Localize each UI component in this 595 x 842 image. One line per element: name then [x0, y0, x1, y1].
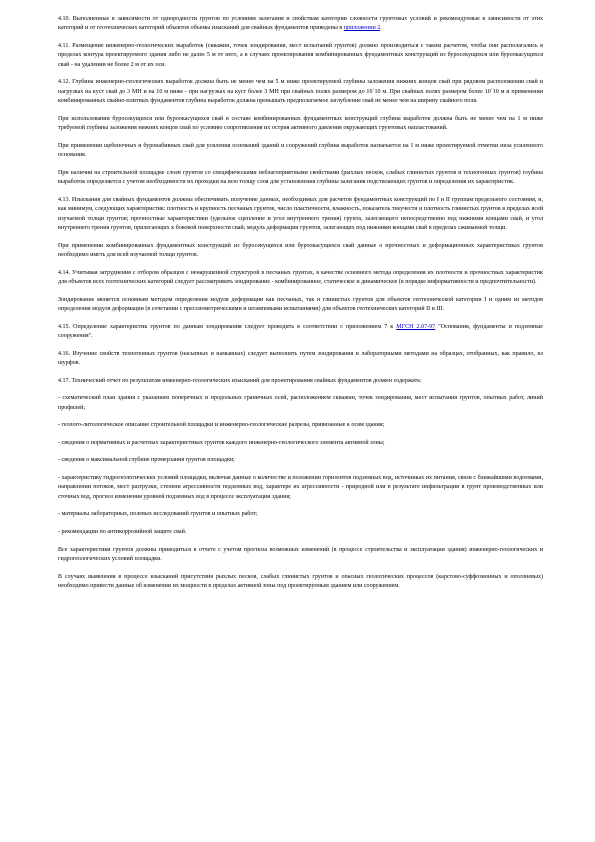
appendix-2-link[interactable]: приложении 2 — [343, 25, 381, 32]
paragraph-4-11: 4.11. Размещение инженерно-геологических выработок (скважин, точек зондирования, мест испытаний грунтов) должно производиться с таким расчетом, чтобы они располагались в пределах контура проектируемого здания либо не далее 5 м от него, а в случаях проектирования комбинированных фундаментных конструкций из буросекущихся или буроокасущихся свай - на удалении не более 2 м от их оси. — [58, 43, 543, 68]
paragraph-4-14: 4.14. Учитывая затруднения с отбором образцов с ненарушенной структурой в песчаных грунтах, в качестве основного метода определения их плотности и прочностных характеристик для объектов всех геотехнических категорий следует рассматривать зондирование - комбинированное, статическое и динамическое (в порядке информативности и предпочтительности). — [58, 269, 543, 286]
paragraph-text: При использовании буросекущихся или буроокасущихся свай в составе комбинированных фундаментных конструкций глубина выработок должна быть не менее чем на 1 м ниже требуемой глубины заложения нижних концов свай по условию сопротивления их острия активного давления окружающих грунтовых напластований. — [58, 115, 543, 132]
paragraph-4-17: 4.17. Технический отчет по результатам инженерно-геологических изысканий для проектирования свайных фундаментов должен содержать: — [58, 377, 422, 384]
paragraph-text: "Основания, фундаменты и подземные сооружения". — [58, 323, 543, 340]
list-item: - материалы лабораторных, полевых исследований грунтов и опытных работ; — [58, 511, 258, 518]
paragraph-4-15 — [58, 323, 543, 342]
paragraph-text: При применении щебеночных и буронабивных свай для усиления оснований зданий и сооружений глубина выработок назначается на 1 м ниже проектируемой отметки низа усиленного основания. — [58, 142, 543, 159]
paragraph-text: В случаях выявления в процессе изысканий присутствия рыхлых песков, слабых глинистых грунтов и опасных геологических процессов (карстово-суффозионных и оползневых) необходимо привести данные об изменении их мощности в пределах активной зоны под проектируемым зданием или сооружением. — [58, 573, 543, 589]
mgsn-link[interactable]: МГСН 2.07-97 — [396, 323, 436, 330]
paragraph-4-12: 4.12. Глубина инженерно-геологических выработок должна быть не менее чем на 5 м ниже проектируемой глубины заложения нижних концов свай при рядовом расположении свай и нагрузках на куст свай до 3 МН и на 10 м ниже - при нагрузках на куст более 3 МН при свайных полях размером до 10´10 м. При свайных полях размером более 10´10 м и применении комбинированных свайно-плитных фундаментов глубина выработок должна превышать предполагаемое заглубление свай не менее чем на ширину свайного поля. — [58, 79, 543, 105]
paragraph-text: При наличии на строительной площадке слоев грунтов со специфическими неблагоприятными свойствами (рыхлых песков, слабых глинистых грунтов и техногенных грунтов) глубина выработок определяется с учетом необходимости их проходки на всю толщу слоя для установления глубины залегания подстилающих грунтов и определения их характеристик. — [58, 169, 543, 186]
paragraph-text: 4.10. Выполненные в зависимости от однородности грунтов по условиям залегания и свойствам категории сложности грунтовых условий и рекомендуемые в зависимости от этих категорий и от геотехнических категорий объектов объемы изысканий для свайных фундаментов приведены в — [58, 16, 543, 32]
list-item: - геолого-литологическое описание строительной площадки и инженерно-геологические разрезы, привязанные к осям здания; — [58, 422, 385, 429]
paragraph-4-16: 4.16. Изучение свойств техногенных грунтов (насыпных и намывных) следует выполнять путем зондирования и лабораторными методами на образцах, отобранных, как правило, из шурфов. — [58, 350, 543, 367]
list-item: - сведения о нормативных и расчетных характеристиках грунтов каждого инженерно-геологического элемента активной зоны; — [58, 439, 385, 446]
paragraph-4-13: 4.13. Изыскания для свайных фундаментов должны обеспечивать получение данных, необходимых для расчетов фундаментных конструкций по I и II группам предельного состояния, и, как минимум, следующих характеристик: плотность и крупность песчаных грунтов, число пластичности, влажность, показатель текучести и плотность глинистых грунтов в пределах всей изучаемой толщи грунтов; прочностные характеристики (удельное сцепление и угол внутреннего трения) грунта, залегающего непосредственно под нижними концами свай, и угол внутреннего трения грунтов, прилегающих к боковой поверхности свай; модуль деформации грунтов, залегающих под нижними концами свай в пределах сжимаемой толщи. — [58, 196, 543, 232]
list-item: - характеристику гидрогеологических условий площадки, включая данные о количестве и положении горизонтов подземных вод, источниках их питания, связи с ближайшими водоемами, направлении потоков, мест разгрузки, степени агрессивности подземных вод, характере их агрессивности - природной или в результате инфильтрации в грунт производственных или сточных вод, прогноз изменения уровней подземных вод в процессе эксплуатации здания; — [58, 475, 543, 500]
list-item: - сведения о максимальной глубине промерзания грунтов площадки; — [58, 457, 235, 464]
list-item: - схематический план здания с указанием поперечных и продольных граничных осей, расположением скважин, точек зондирования, мест испытания грунтов, опытных работ, линий профилей; — [58, 395, 543, 411]
paragraph-text: Все характеристики грунтов должны приводиться в отчете с учетом прогноза возможных изменений (в процессе строительства и эксплуатации здания) инженерно-геологических и гидрогеологических условий площадки. — [58, 546, 543, 562]
paragraph-text: 4.15. Определение характеристик грунтов по данным зондирования следует проводить в соответствии с приложением 7 к — [58, 323, 397, 330]
paragraph-text: . — [380, 25, 382, 32]
paragraph-4-10 — [58, 15, 543, 34]
paragraph-text: Зондирование является основным методом определения модуля деформации как песчаных, так и глинистых грунтов для объектов геотехнической категории I и одним из методов определения модуля деформации (в сочетании с прессиометрическими и штамповыми испытаниями) для объектов геотехнических категорий II и III. — [58, 296, 543, 313]
paragraph-text: При применении комбинированных фундаментных конструкций из буросекущихся или буроокасущихся свай данные о прочностных и деформационных характеристиках грунтов необходимо иметь для всей изучаемой толщи грунтов. — [58, 242, 543, 259]
list-item: - рекомендации по антикоррозийной защите свай. — [58, 529, 187, 535]
